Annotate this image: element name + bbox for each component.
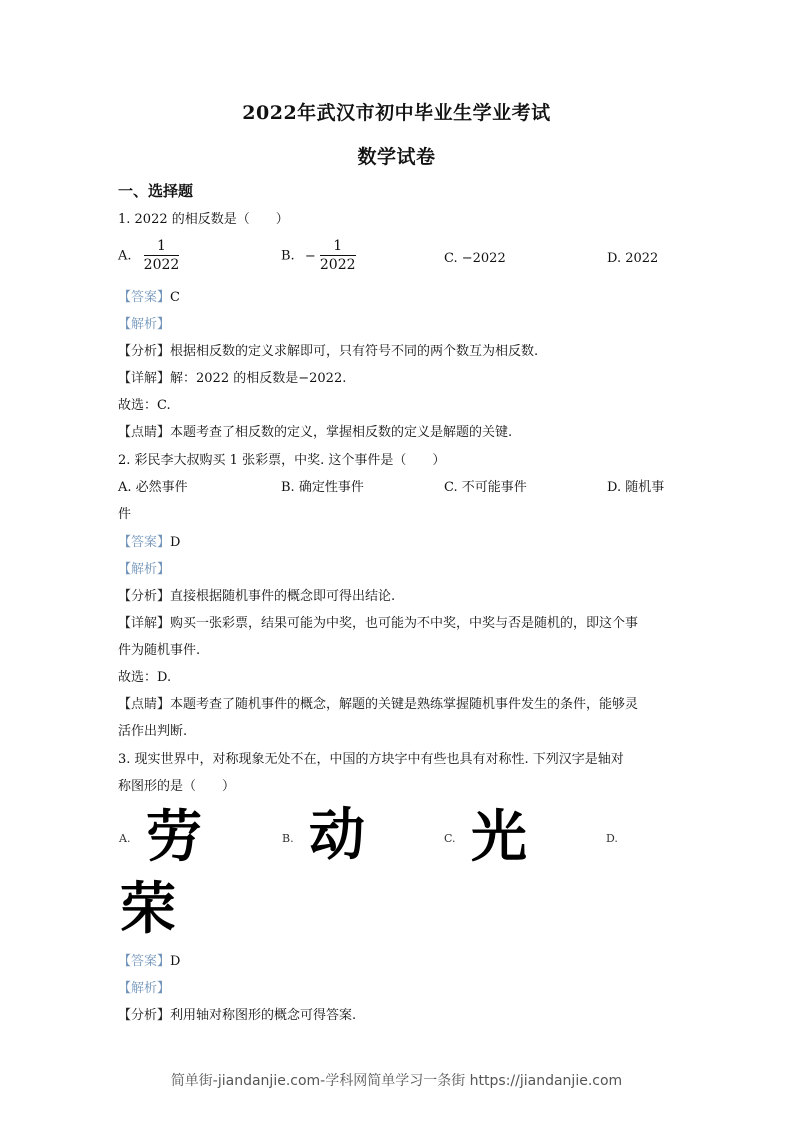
denominator: 2022 bbox=[143, 257, 180, 273]
q3-option-c-char: 光 bbox=[471, 805, 527, 870]
q2-analysis-header: 【解析】 bbox=[118, 562, 171, 577]
q1-option-a-label: A. bbox=[118, 248, 132, 264]
dianjing-label: 【点睛】 bbox=[118, 425, 171, 440]
q2-option-b: B. 确定性事件 bbox=[281, 480, 364, 495]
q1-option-c: C. −2022 bbox=[444, 251, 506, 266]
q1-xiangjie bbox=[118, 371, 346, 387]
xiangjie-text: 解：2022 的相反数是−2022. bbox=[170, 371, 347, 386]
q3-option-d-char: 荣 bbox=[120, 877, 176, 942]
q2-option-d: D. 随机事 bbox=[607, 480, 665, 495]
denominator: 2022 bbox=[319, 257, 356, 273]
q1-guxuan: 故选：C. bbox=[118, 398, 171, 413]
q1-answer bbox=[118, 290, 180, 306]
q1-option-a-fraction bbox=[144, 238, 180, 274]
q3-stem-line1: 3. 现实世界中，对称现象无处不在，中国的方块字中有些也具有对称性. 下列汉字是轴对 bbox=[118, 752, 624, 767]
q3-option-d-label: D. bbox=[606, 832, 618, 845]
q1-stem: 1. 2022 的相反数是（ ） bbox=[118, 212, 289, 227]
fenxi-text: 根据相反数的定义求解即可，只有符号不同的两个数互为相反数. bbox=[170, 344, 539, 359]
document-subtitle: 数学试卷 bbox=[357, 146, 436, 168]
q1-option-b-label: B. bbox=[281, 248, 295, 264]
q3-analysis-header: 【解析】 bbox=[118, 981, 171, 996]
q3-fenxi bbox=[118, 1008, 356, 1024]
q2-xiangjie-line2: 件为随机事件. bbox=[118, 643, 201, 658]
dianjing-label: 【点睛】 bbox=[118, 697, 171, 712]
answer-label: 【答案】 bbox=[118, 954, 171, 969]
dianjing-text: 本题考查了相反数的定义，掌握相反数的定义是解题的关键. bbox=[170, 425, 513, 440]
numerator: 1 bbox=[144, 238, 180, 256]
minus-sign: − bbox=[304, 248, 316, 264]
answer-value: D bbox=[170, 954, 181, 969]
q1-option-a bbox=[118, 238, 179, 274]
numerator: 1 bbox=[320, 238, 356, 256]
q2-fenxi bbox=[118, 589, 395, 605]
q1-option-b bbox=[281, 238, 356, 274]
fenxi-label: 【分析】 bbox=[118, 344, 171, 359]
answer-value: C bbox=[170, 290, 180, 305]
q2-dianjing-line2: 活作出判断. bbox=[118, 724, 188, 739]
fenxi-text: 利用轴对称图形的概念可得答案. bbox=[170, 1008, 357, 1023]
answer-value: D bbox=[170, 535, 181, 550]
section-heading: 一、选择题 bbox=[118, 182, 194, 200]
q3-option-b-label: B. bbox=[282, 832, 294, 845]
dianjing-text: 本题考查了随机事件的概念，解题的关键是熟练掌握随机事件发生的条件，能够灵 bbox=[170, 697, 639, 712]
xiangjie-label: 【详解】 bbox=[118, 616, 171, 631]
q1-analysis-header: 【解析】 bbox=[118, 317, 171, 332]
q2-option-a: A. 必然事件 bbox=[118, 480, 188, 495]
q2-guxuan: 故选：D. bbox=[118, 670, 172, 685]
q3-option-a-char: 劳 bbox=[146, 805, 202, 870]
q2-option-d-wrap: 件 bbox=[118, 507, 132, 522]
answer-label: 【答案】 bbox=[118, 290, 171, 305]
q2-option-c: C. 不可能事件 bbox=[444, 480, 527, 495]
fenxi-label: 【分析】 bbox=[118, 589, 171, 604]
q1-option-d: D. 2022 bbox=[607, 251, 659, 266]
q2-stem: 2. 彩民李大叔购买 1 张彩票，中奖. 这个事件是（ ） bbox=[118, 453, 446, 468]
xiangjie-text: 购买一张彩票，结果可能为中奖，也可能为不中奖，中奖与否是随机的，即这个事 bbox=[170, 616, 639, 631]
q2-answer bbox=[118, 535, 180, 551]
q2-dianjing bbox=[118, 697, 638, 713]
q1-dianjing bbox=[118, 425, 512, 441]
document-title: 2022年武汉市初中毕业生学业考试 bbox=[242, 102, 551, 124]
answer-label: 【答案】 bbox=[118, 535, 171, 550]
q3-stem-line2: 称图形的是（ ） bbox=[118, 779, 236, 794]
q3-answer bbox=[118, 954, 180, 970]
fenxi-label: 【分析】 bbox=[118, 1008, 171, 1023]
q2-xiangjie bbox=[118, 616, 638, 632]
footer-watermark: 简单街-jiandanjie.com-学科网简单学习一条街 https://jiandanjie.com bbox=[170, 1073, 623, 1089]
q1-option-b-fraction bbox=[320, 238, 356, 274]
xiangjie-label: 【详解】 bbox=[118, 371, 171, 386]
q3-option-c-label: C. bbox=[444, 832, 456, 845]
fenxi-text: 直接根据随机事件的概念即可得出结论. bbox=[170, 589, 396, 604]
q3-option-a-label: A. bbox=[119, 832, 131, 845]
q3-option-b-char: 动 bbox=[309, 803, 365, 868]
q1-fenxi bbox=[118, 344, 538, 360]
